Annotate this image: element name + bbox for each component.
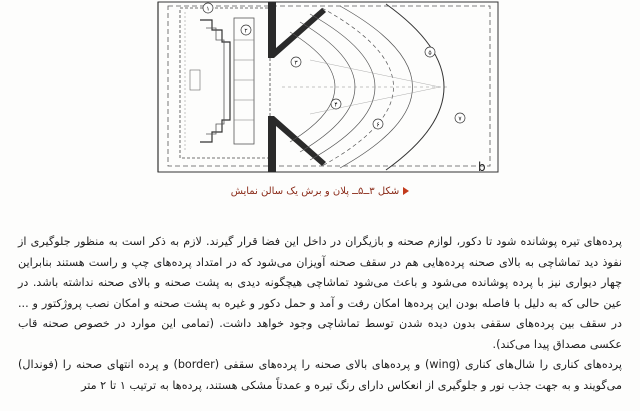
paragraph-2: پرده‌های کناری را شال‌های کناری (wing) و پرده‌های بالای صحنه را پرده‌های سقفی (border) و پرده انتهای صحنه را (فوندال) می‌گویند و به جهت جذب نور و جلوگیری از انعکاس دارای رنگ تیره و عمدتاً مشکی هستند، پرده‌ها به ترتیب ۱ تا ۲ متر	[18, 358, 622, 392]
body-text	[18, 232, 622, 396]
label-6-text: ۶	[376, 121, 380, 129]
label-3-text: ۳	[294, 59, 298, 67]
paragraph-1: پرده‌های تیره پوشانده شود تا دکور، لوازم صحنه و بازیگران در داخل این فضا قرار گیرند. لازم به ذکر است به منظور جلوگیری از نفوذ دید تماشاچی به بالای صحنه پرده‌هایی هم در سقف صحنه آویزان می‌شود که در امتداد پرده‌های چپ و راست هستند بنابراین چهار دیواری نیز با پرده پوشانده می‌شود و باعث می‌شود تماشاچی هیچگونه دیدی به پشت صحنه و بالای صحنه نداشته باشد. در عین حالی که به دلیل با فاصله بودن این پرده‌ها امکان رفت و آمد و حمل دکور و غیره به پشت صحنه و امکان نصب پروژکتور و ... در سقف بین پرده‌های سقفی بدون دیده شدن توسط تماشاچی وجود خواهد داشت. (تمامی این موارد در خصوص صحنه قاب عکسی مصداق پیدا می‌کند).	[18, 235, 622, 351]
label-4-text: ۴	[334, 101, 338, 109]
label-2	[241, 25, 251, 35]
label-5-text: ۵	[428, 49, 432, 57]
theater-plan-figure	[150, 0, 510, 182]
theater-plan-drawing	[150, 0, 510, 182]
label-1-text: ۱	[206, 5, 210, 13]
caption-marker-icon	[403, 187, 409, 195]
label-3	[291, 57, 301, 67]
figure-caption	[0, 186, 640, 197]
figure-letter: b	[478, 160, 486, 174]
audience-seating	[282, 6, 450, 168]
label-6	[373, 119, 383, 129]
caption-text: شکل ۳ــ۵ــ پلان و برش یک سالن نمایش	[230, 186, 400, 197]
label-7	[455, 113, 465, 123]
label-1	[203, 3, 213, 13]
stage-area	[180, 5, 270, 158]
label-2-text: ۲	[244, 27, 248, 35]
label-5	[425, 47, 435, 57]
label-4	[331, 99, 341, 109]
label-7-text: ۷	[458, 115, 462, 123]
